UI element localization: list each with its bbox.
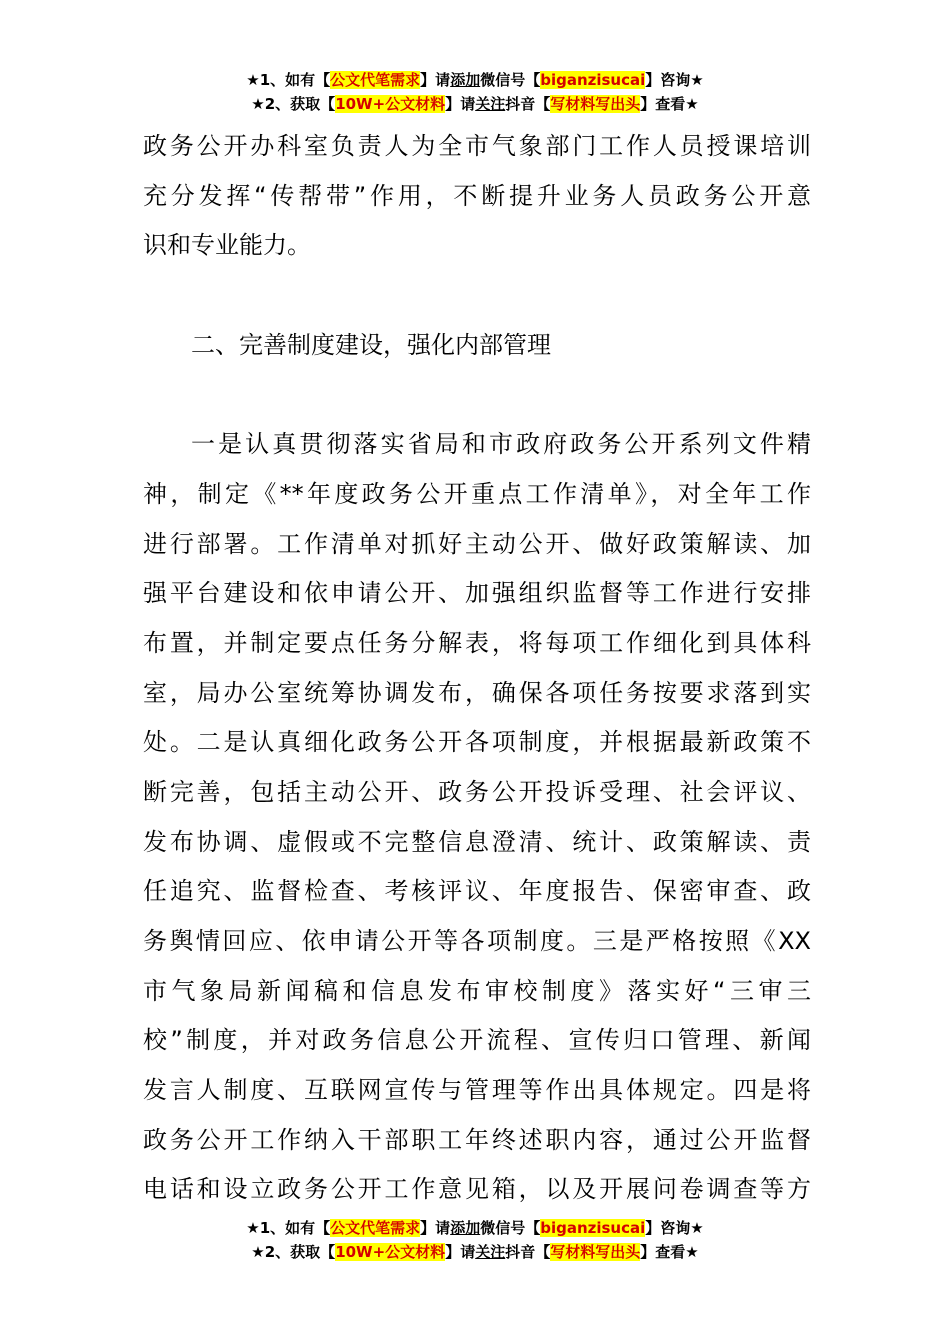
header-banner — [0, 68, 950, 116]
footer-line-1-mid-2: 微信号【 — [480, 1219, 541, 1237]
banner-line-1-highlight-wechat: biganzisucai — [540, 71, 646, 89]
banner-line-2-underlined: 关注 — [475, 95, 506, 113]
footer-line-2-suffix: 】查看★ — [640, 1243, 699, 1261]
text-line: 布置，并制定要点任务分解表，将每项工作细化到具体科 — [143, 628, 811, 657]
paragraph-measures — [143, 420, 811, 1215]
footer-line-1-underlined: 添加 — [450, 1219, 481, 1237]
text-line: 电话和设立政务公开工作意见箱，以及开展问卷调查等方 — [143, 1175, 811, 1204]
text-line: 发布协调、虚假或不完整信息澄清、统计、政策解读、责 — [143, 827, 811, 856]
footer-line-1-prefix: ★1、如有【 — [246, 1219, 331, 1237]
footer-line-2-highlight-douyin: 写材料写出头 — [550, 1243, 641, 1261]
banner-line-1-suffix: 】咨询★ — [645, 71, 704, 89]
banner-line-2-highlight-douyin: 写材料写出头 — [550, 95, 641, 113]
banner-line-2-highlight-materials: 10W+公文材料 — [335, 95, 446, 113]
banner-line-1-highlight-service: 公文代笔需求 — [330, 71, 421, 89]
text-line: 充分发挥“传帮带”作用，不断提升业务人员政务公开意 — [143, 181, 811, 210]
banner-line-1-prefix: ★1、如有【 — [246, 71, 331, 89]
text-line: 发言人制度、互联网宣传与管理等作出具体规定。四是将 — [143, 1076, 811, 1105]
text-line: 处。二是认真细化政务公开各项制度，并根据最新政策不 — [143, 728, 811, 757]
paragraph-continuation — [143, 122, 811, 271]
text-line: 任追究、监督检查、考核评议、年度报告、保密审查、政 — [143, 877, 811, 906]
footer-line-1-mid: 】请 — [420, 1219, 451, 1237]
banner-line-2 — [0, 92, 950, 116]
text-line: 断完善，包括主动公开、政务公开投诉受理、社会评议、 — [143, 777, 811, 806]
text-line: 务舆情回应、依申请公开等各项制度。三是严格按照《XX — [143, 927, 811, 955]
banner-line-1-mid-2: 微信号【 — [480, 71, 541, 89]
banner-line-1-underlined: 添加 — [450, 71, 481, 89]
footer-line-2-underlined: 关注 — [475, 1243, 506, 1261]
document-body — [143, 122, 811, 1215]
text-line: 政务公开工作纳入干部职工年终述职内容，通过公开监督 — [143, 1125, 811, 1154]
paragraph-spacer — [143, 271, 811, 321]
footer-banner-line-1 — [0, 1216, 950, 1240]
text-line: 室，局办公室统筹协调发布，确保各项任务按要求落到实 — [143, 678, 811, 707]
text-line: 识和专业能力。 — [143, 231, 311, 260]
footer-line-2-prefix: ★2、获取【 — [251, 1243, 336, 1261]
banner-line-2-suffix: 】查看★ — [640, 95, 699, 113]
banner-line-2-mid: 】请 — [445, 95, 476, 113]
footer-banner-line-2 — [0, 1240, 950, 1264]
footer-line-2-mid-2: 抖音【 — [505, 1243, 551, 1261]
text-line: 校”制度，并对政务信息公开流程、宣传归口管理、新闻 — [143, 1026, 811, 1055]
text-line: 政务公开办科室负责人为全市气象部门工作人员授课培训 — [143, 132, 811, 160]
banner-line-2-prefix: ★2、获取【 — [251, 95, 336, 113]
banner-line-1-mid: 】请 — [420, 71, 451, 89]
footer-line-2-highlight-materials: 10W+公文材料 — [335, 1243, 446, 1261]
footer-line-1-suffix: 】咨询★ — [645, 1219, 704, 1237]
footer-banner — [0, 1216, 950, 1264]
banner-line-1 — [0, 68, 950, 92]
section-heading: 二、完善制度建设，强化内部管理 — [191, 330, 551, 359]
footer-line-1-highlight-service: 公文代笔需求 — [330, 1219, 421, 1237]
footer-line-1-highlight-wechat: biganzisucai — [540, 1219, 646, 1237]
text-line: 市气象局新闻稿和信息发布审校制度》落实好“三审三 — [143, 976, 811, 1005]
text-line: 神，制定《**年度政务公开重点工作清单》，对全年工作 — [143, 479, 811, 508]
text-line: 进行部署。工作清单对抓好主动公开、做好政策解读、加 — [143, 529, 811, 558]
paragraph-spacer — [143, 370, 811, 420]
text-line: 强平台建设和依申请公开、加强组织监督等工作进行安排 — [143, 579, 811, 608]
footer-line-2-mid: 】请 — [445, 1243, 476, 1261]
banner-line-2-mid-2: 抖音【 — [505, 95, 551, 113]
text-line: 一是认真贯彻落实省局和市政府政务公开系列文件精 — [191, 430, 811, 459]
